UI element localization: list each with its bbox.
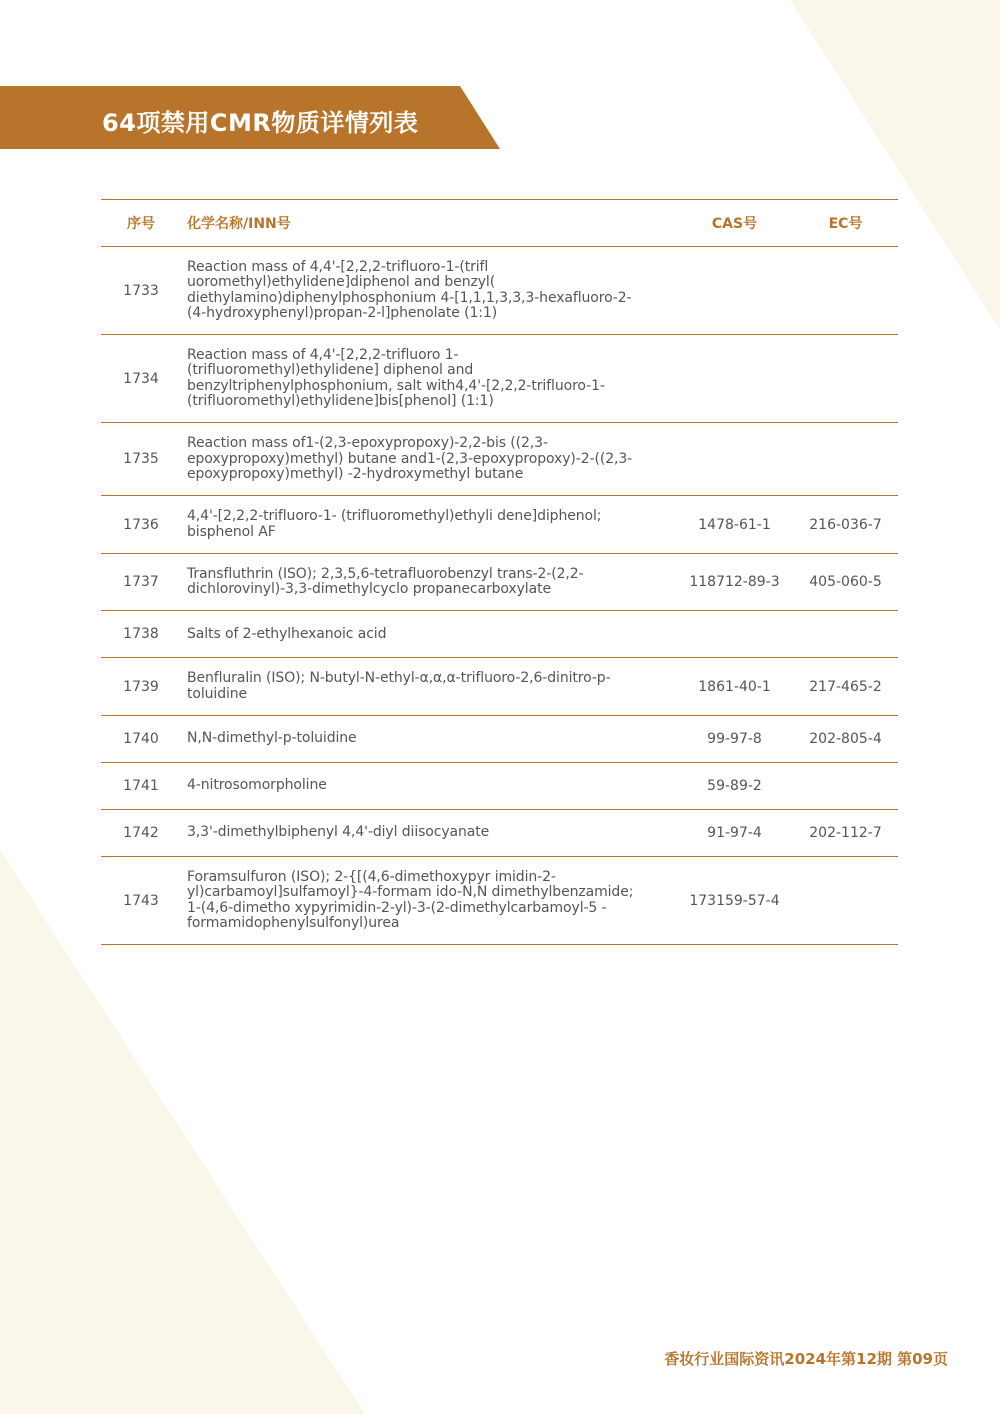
table-row: [101, 611, 898, 658]
cell-serial-number: 1743: [123, 892, 159, 909]
cell-cas-number: 1861-40-1: [698, 678, 771, 695]
table-row: [101, 763, 898, 810]
cell-cas-number: 91-97-4: [707, 825, 762, 842]
table-row: [101, 247, 898, 335]
cell-ec-number: [793, 611, 898, 658]
cell-cas-number: 59-89-2: [707, 778, 762, 795]
cell-ec-number: 202-805-4: [809, 731, 882, 748]
table-row: [101, 335, 898, 423]
cell-cas-number: [676, 247, 793, 335]
cell-chemical-name: 4,4'-[2,2,2-trifluoro-1- (trifluoromethyl)ethyli dene]diphenol; bisphenol AF: [187, 508, 602, 540]
table-row: [101, 857, 898, 945]
cell-serial-number: 1735: [123, 451, 159, 468]
cell-ec-number: [793, 335, 898, 423]
page-footer: 香妆行业国际资讯2024年第12期 第09页: [664, 1350, 948, 1368]
cell-ec-number: [793, 423, 898, 496]
cell-chemical-name: Reaction mass of 4,4'-[2,2,2-trifluoro-1-(trifl uoromethyl)ethylidene]diphenol and benzyl( diethylamino)diphenylphosphonium 4-[1,1,1,3,3,3-hexafluoro-2-(4-hydroxyphenyl)propan-2-l]phenolate (1:1): [187, 259, 632, 321]
cell-chemical-name: Reaction mass of 4,4'-[2,2,2-trifluoro 1-(trifluoromethyl)ethylidene] diphenol and benzyltriphenylphosphonium, salt with4,4'-[2,2,2-trifluoro-1- (trifluoromethyl)ethylidene]bis[phenol] (1:1): [187, 347, 605, 410]
cell-chemical-name: Transfluthrin (ISO); 2,3,5,6-tetrafluorobenzyl trans-2-(2,2-dichlorovinyl)-3,3-dimethylcyclo propanecarboxylate: [187, 565, 584, 598]
cell-cas-number: 1478-61-1: [698, 516, 771, 533]
header-chemical-name: 化学名称/INN号: [187, 216, 291, 232]
cell-cas-number: [676, 423, 793, 496]
cell-cas-number: 173159-57-4: [689, 892, 780, 909]
cell-ec-number: 405-060-5: [809, 574, 882, 591]
table-header-row: [101, 200, 898, 247]
cell-cas-number: [676, 611, 793, 658]
cmr-substance-table-container: [101, 199, 898, 945]
cell-chemical-name: Reaction mass of1-(2,3-epoxypropoxy)-2,2-bis ((2,3-epoxypropoxy)methyl) butane and1-(2,3-epoxypropoxy)-2-((2,3-epoxypropoxy)methyl) -2-hydroxymethyl butane: [187, 435, 633, 482]
cell-chemical-name: Benfluralin (ISO); N-butyl-N-ethyl-α,α,α-trifluoro-2,6-dinitro-p-toluidine: [187, 670, 611, 702]
table-row: [101, 423, 898, 496]
cell-serial-number: 1737: [123, 574, 159, 591]
header-serial-number: 序号: [127, 216, 155, 232]
cell-cas-number: 118712-89-3: [689, 574, 780, 591]
cell-serial-number: 1739: [123, 678, 159, 695]
cell-ec-number: 217-465-2: [809, 678, 882, 695]
cell-ec-number: 202-112-7: [809, 825, 882, 842]
cell-chemical-name: Foramsulfuron (ISO); 2-{[(4,6-dimethoxypyr imidin-2-yl)carbamoyl]sulfamoyl}-4-formam ido-N,N dimethylbenzamide; 1-(4,6-dimetho xypyrimidin-2-yl)-3-(2-dimethylcarbamoyl-5 -formamidophenylsulfonyl)urea: [187, 869, 634, 931]
table-row: [101, 553, 898, 611]
cell-ec-number: [793, 247, 898, 335]
header-cas-number: CAS号: [711, 216, 758, 232]
page-title: 64项禁用CMR物质详情列表: [102, 109, 419, 137]
cell-serial-number: 1736: [123, 516, 159, 533]
cell-serial-number: 1740: [123, 731, 159, 748]
cell-serial-number: 1738: [123, 626, 159, 643]
cell-chemical-name: 3,3'-dimethylbiphenyl 4,4'-diyl diisocyanate: [187, 824, 490, 841]
cell-ec-number: [793, 857, 898, 945]
cell-chemical-name: 4-nitrosomorpholine: [187, 777, 327, 794]
cell-cas-number: 99-97-8: [707, 731, 762, 748]
table-row: [101, 810, 898, 857]
table-row: [101, 658, 898, 716]
cell-serial-number: 1733: [123, 282, 159, 299]
table-row: [101, 496, 898, 554]
cell-chemical-name: Salts of 2-ethylhexanoic acid: [187, 625, 387, 642]
header-ec-number: EC号: [828, 216, 863, 232]
table-row: [101, 716, 898, 763]
cell-ec-number: [793, 763, 898, 810]
cell-serial-number: 1741: [123, 778, 159, 795]
cell-ec-number: 216-036-7: [809, 516, 882, 533]
cell-cas-number: [676, 335, 793, 423]
cell-chemical-name: N,N-dimethyl-p-toluidine: [187, 730, 357, 747]
cell-serial-number: 1734: [123, 370, 159, 387]
cmr-substance-table: [101, 199, 898, 945]
table-body: [101, 247, 898, 945]
cell-serial-number: 1742: [123, 825, 159, 842]
